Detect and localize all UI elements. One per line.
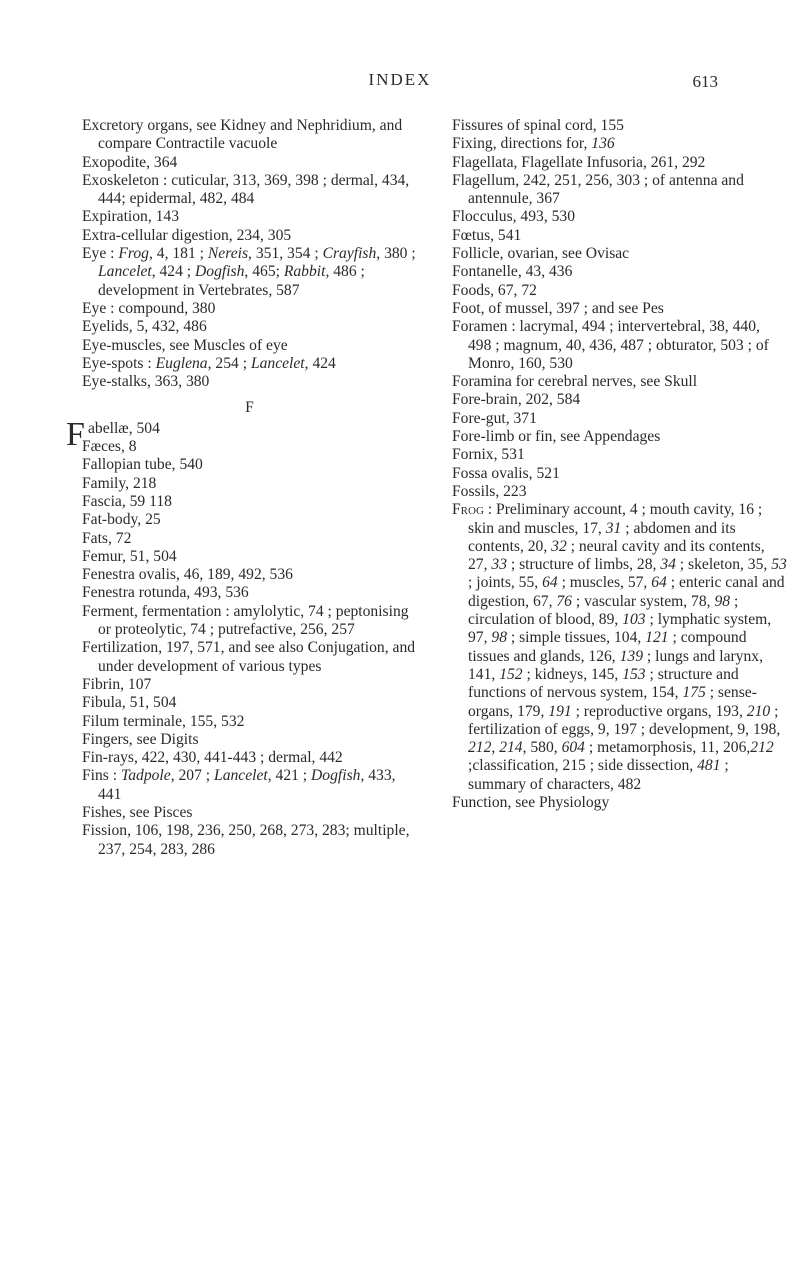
index-entry-text: Fæces, 8 xyxy=(82,438,137,456)
index-entry-text: 136 xyxy=(591,135,615,153)
index-entry-text: ; metamorphosis, 11, 206, xyxy=(584,739,751,757)
index-entry-text: , 580, xyxy=(522,739,562,757)
index-entry-text: Fore-gut, 371 xyxy=(452,409,537,427)
index-entry xyxy=(82,475,417,493)
index-entry-text: 64 xyxy=(542,574,558,592)
index-entry-text: ; compound tissues and glands, 126, xyxy=(468,629,747,665)
index-entry xyxy=(452,282,787,300)
index-entry-text: 152 xyxy=(499,665,523,683)
index-entry-text: 175 xyxy=(682,684,706,702)
index-entry-text: Lancelet xyxy=(98,263,152,281)
index-entry xyxy=(452,300,787,318)
index-entry-text: 32 xyxy=(551,537,567,555)
index-entry xyxy=(452,117,787,135)
index-entry-text: Lancelet xyxy=(214,767,268,785)
index-entry xyxy=(82,676,417,694)
dropcap-entry-text: abellæ, 504 xyxy=(88,419,160,437)
index-entry xyxy=(82,318,417,336)
index-entry xyxy=(82,511,417,529)
index-entry xyxy=(82,300,417,318)
right-entries xyxy=(452,117,787,812)
index-entry-text: 153 xyxy=(622,665,646,683)
index-entry xyxy=(82,172,417,209)
index-entry-text: Tadpole xyxy=(121,767,171,785)
index-entry xyxy=(82,603,417,640)
index-entry-text: , 424 ; xyxy=(151,263,196,281)
index-entry xyxy=(82,456,417,474)
index-entry-text: Eye : xyxy=(82,245,119,263)
index-entry-text: 31 xyxy=(605,519,622,537)
index-entry xyxy=(452,208,787,226)
index-entry xyxy=(82,227,417,245)
index-entry-text: Fornix, 531 xyxy=(452,446,525,464)
index-entry-text: ;classification, 215 ; side dissection, xyxy=(468,757,698,775)
index-entry-text: Eye-stalks, 363, 380 xyxy=(82,373,210,391)
index-entry-text: ; sense-organs, 179, xyxy=(468,684,757,720)
index-entry xyxy=(82,548,417,566)
index-entry-text: Eyelids, 5, 432, 486 xyxy=(82,318,207,336)
index-entry-text: ; simple tissues, 104, xyxy=(506,629,646,647)
index-entry-text: Family, 218 xyxy=(82,474,157,492)
dropcap-letter: F xyxy=(66,415,85,453)
index-entry-text: Fin-rays, 422, 430, 441-443 ; dermal, 442 xyxy=(82,749,343,767)
index-entry xyxy=(82,639,417,676)
left-column xyxy=(66,117,417,859)
index-entry-text: Eye-muscles, see Muscles of eye xyxy=(82,336,288,354)
index-entry-text: Euglena xyxy=(155,354,208,372)
index-entry xyxy=(82,355,417,373)
index-entry-text: Crayfish xyxy=(322,245,377,263)
index-entry-text: Foramina for cerebral nerves, see Skull xyxy=(452,373,698,391)
index-entry xyxy=(452,410,787,428)
index-entry-text: Fats, 72 xyxy=(82,529,132,547)
index-entry-text: Fibrin, 107 xyxy=(82,675,152,693)
index-entry-text: , 351, 354 ; xyxy=(248,245,323,263)
index-entry xyxy=(452,501,787,794)
index-entry-text: Rabbit xyxy=(283,263,326,281)
index-entry-text: ; structure of limbs, 28, xyxy=(506,556,661,574)
index-entry-text: Fingers, see Digits xyxy=(82,730,199,748)
index-entry-text: Fascia, 59 118 xyxy=(82,492,172,510)
index-entry-text: Frog xyxy=(452,501,484,519)
index-entry xyxy=(82,154,417,172)
index-entry-text: : Preliminary account, 4 ; mouth cavity, 16 ; skin and muscles, 17, xyxy=(468,501,763,537)
index-entry-text: ; reproductive organs, 193, xyxy=(571,702,747,720)
index-entry xyxy=(82,438,417,456)
index-entry-text: Flagellata, Flagellate Infusoria, 261, 292 xyxy=(452,153,706,171)
index-entry-text: ; lymphatic system, 97, xyxy=(468,611,772,647)
index-entry xyxy=(452,373,787,391)
index-entry-text: Frog xyxy=(118,245,149,263)
index-entry-text: Fission, 106, 198, 236, 250, 268, 273, 283; multiple, 237, 254, 283, 286 xyxy=(82,822,410,858)
index-entry-text: Fertilization, 197, 571, and see also Conjugation, and under development of various types xyxy=(82,639,416,675)
index-entry xyxy=(452,154,787,172)
left-entries-before xyxy=(82,117,417,391)
index-entry-text: Exopodite, 364 xyxy=(82,153,178,171)
index-entry xyxy=(452,465,787,483)
index-entry-text: 212 xyxy=(468,739,492,757)
index-entry-text: 481 xyxy=(697,757,721,775)
index-entry xyxy=(82,767,417,804)
index-entry-text: Foot, of mussel, 397 ; and see Pes xyxy=(452,299,664,317)
index-entry-text: Function, see Physiology xyxy=(452,793,610,811)
index-entry-text: Foods, 67, 72 xyxy=(452,281,537,299)
index-entry-text: Eye : compound, 380 xyxy=(82,299,216,317)
index-entry-text: Fossa ovalis, 521 xyxy=(452,464,560,482)
index-entry-text: 98 xyxy=(714,592,731,610)
index-entry-text: Fissures of spinal cord, 155 xyxy=(452,117,624,134)
index-entry-text: ; circulation of blood, 89, xyxy=(468,592,739,629)
index-entry-text: , 486 ; development in Vertebrates, 587 xyxy=(98,263,365,299)
index-entry-text: Fixing, directions for, xyxy=(452,135,592,153)
index-entry-text: , 433, 441 xyxy=(98,767,396,803)
index-entry-text: Nereis xyxy=(207,245,249,263)
index-entry-text: Fins : xyxy=(82,767,121,785)
index-entry xyxy=(452,227,787,245)
index-entry-text: Dogfish xyxy=(195,263,245,281)
index-entry-text: Flagellum, 242, 251, 256, 303 ; of antenna and antennule, 367 xyxy=(452,171,744,208)
index-entry-text: 64 xyxy=(651,574,667,592)
index-entry-text: Fallopian tube, 540 xyxy=(82,456,203,474)
index-entry-text: 191 xyxy=(548,702,572,720)
index-entry-text: Excretory organs, see Kidney and Nephridium, and compare Contractile vacuole xyxy=(82,117,403,153)
index-entry-text: Foramen : lacrymal, 494 ; intervertebral, 38, 440, 498 ; magnum, 40, 436, 487 ; obturator, 503 ; of Monro, 160, 530 xyxy=(452,318,769,372)
index-entry-text: Extra-cellular digestion, 234, 305 xyxy=(82,226,292,244)
page-number: 613 xyxy=(692,72,718,91)
index-entry-text: ; summary of characters, 482 xyxy=(468,757,729,793)
index-entry-text: , 4, 181 ; xyxy=(148,245,208,263)
index-entry-text: Fore-brain, 202, 584 xyxy=(452,391,581,409)
index-entry-text: 98 xyxy=(491,629,507,647)
index-entry xyxy=(82,713,417,731)
index-entry xyxy=(82,731,417,749)
section-letter: F xyxy=(245,399,254,417)
index-entry-text: 121 xyxy=(645,629,669,647)
index-entry-text: 139 xyxy=(619,647,643,665)
index-entry-text: , 421 ; xyxy=(267,767,312,785)
index-entry xyxy=(82,694,417,712)
index-entry-text: Exoskeleton : cuticular, 313, 369, 398 ; dermal, 434, 444; epidermal, 482, 484 xyxy=(82,171,410,208)
index-entry-text: Ferment, fermentation : amylolytic, 74 ; peptonising or proteolytic, 74 ; putrefactive, 256, 257 xyxy=(82,602,409,639)
index-entry xyxy=(82,337,417,355)
index-entry-text: 604 xyxy=(561,739,585,757)
index-entry xyxy=(82,493,417,511)
index-entry-text: 53 xyxy=(771,556,787,574)
index-entry xyxy=(82,749,417,767)
index-entry xyxy=(82,530,417,548)
index-entry-text: 210 xyxy=(746,702,771,720)
index-entry xyxy=(452,135,787,153)
index-entry xyxy=(452,446,787,464)
index-entry-text: 214 xyxy=(499,739,523,757)
index-entry xyxy=(82,584,417,602)
index-entry-text: , 380 ; xyxy=(376,245,416,263)
index-entry xyxy=(452,483,787,501)
index-entry-text: Fenestra rotunda, 493, 536 xyxy=(82,584,249,602)
index-entry-text: ; neural cavity and its contents, 27, xyxy=(468,537,765,574)
index-entry-text: 212 xyxy=(750,739,774,757)
index-entry-text: ; joints, 55, xyxy=(468,574,543,592)
index-entry xyxy=(452,428,787,446)
index-entry-text: Fibula, 51, 504 xyxy=(82,694,177,712)
index-entry-text: Fontanelle, 43, 436 xyxy=(452,263,573,281)
index-entry-text: Follicle, ovarian, see Ovisac xyxy=(452,245,630,263)
left-entries-after xyxy=(82,438,417,859)
index-entry xyxy=(82,566,417,584)
index-entry-text: ; abdomen and its contents, 20, xyxy=(468,519,736,555)
index-entry xyxy=(82,208,417,226)
index-entry-text: , 207 ; xyxy=(170,767,215,785)
index-entry-text: Femur, 51, 504 xyxy=(82,547,177,565)
index-entry xyxy=(452,794,787,812)
index-entry-text: ; kidneys, 145, xyxy=(522,665,623,683)
index-entry xyxy=(452,172,787,209)
index-entry xyxy=(452,245,787,263)
index-entry-text: , 465; xyxy=(244,263,284,281)
index-entry-text: ; structure and functions of nervous system, 154, xyxy=(468,665,739,702)
index-entry-text: Filum terminale, 155, 532 xyxy=(82,712,245,730)
index-entry-text: Fœtus, 541 xyxy=(452,226,522,244)
index-entry-text: Lancelet xyxy=(250,354,305,372)
index-entry-text: Fenestra ovalis, 46, 189, 492, 536 xyxy=(82,566,293,584)
index-entry-text: Dogfish xyxy=(311,767,361,785)
running-head: INDEX xyxy=(368,70,432,89)
index-entry-text: Eye-spots : xyxy=(82,354,156,372)
index-entry-text: ; enteric canal and digestion, 67, xyxy=(468,574,785,610)
index-entry xyxy=(452,318,787,373)
index-entry xyxy=(82,245,417,300)
index-entry-text: 34 xyxy=(660,556,676,574)
index-entry xyxy=(82,822,417,859)
right-column xyxy=(452,117,787,812)
index-entry xyxy=(82,117,417,154)
index-entry-text: Flocculus, 493, 530 xyxy=(452,208,576,226)
index-entry xyxy=(452,391,787,409)
index-entry-text: , 254 ; xyxy=(207,354,251,372)
index-entry-text: Fore-limb or fin, see Appendages xyxy=(452,428,661,446)
index-entry-text: 103 xyxy=(622,611,646,629)
index-entry-text: 76 xyxy=(556,592,572,610)
index-entry-text: , 424 xyxy=(304,354,336,372)
index-entry-text: ; fertilization of eggs, 9, 197 ; development, 9, 198, xyxy=(468,702,781,738)
index-entry xyxy=(452,263,787,281)
index-entry-text: Fat-body, 25 xyxy=(82,511,161,529)
index-entry-text: ; vascular system, 78, xyxy=(571,592,715,610)
index-entry-text: 33 xyxy=(491,556,507,574)
index-entry-text: ; muscles, 57, xyxy=(557,574,652,592)
index-entry-text: ; lungs and larynx, 141, xyxy=(468,647,763,683)
index-entry-text: Fossils, 223 xyxy=(452,482,527,500)
index-entry-text: ; skeleton, 35, xyxy=(675,556,772,574)
index-entry-text: Expiration, 143 xyxy=(82,208,180,226)
index-entry xyxy=(82,373,417,391)
index-entry xyxy=(82,804,417,822)
index-entry-text: , xyxy=(491,739,500,757)
index-entry-text: Fishes, see Pisces xyxy=(82,803,193,821)
